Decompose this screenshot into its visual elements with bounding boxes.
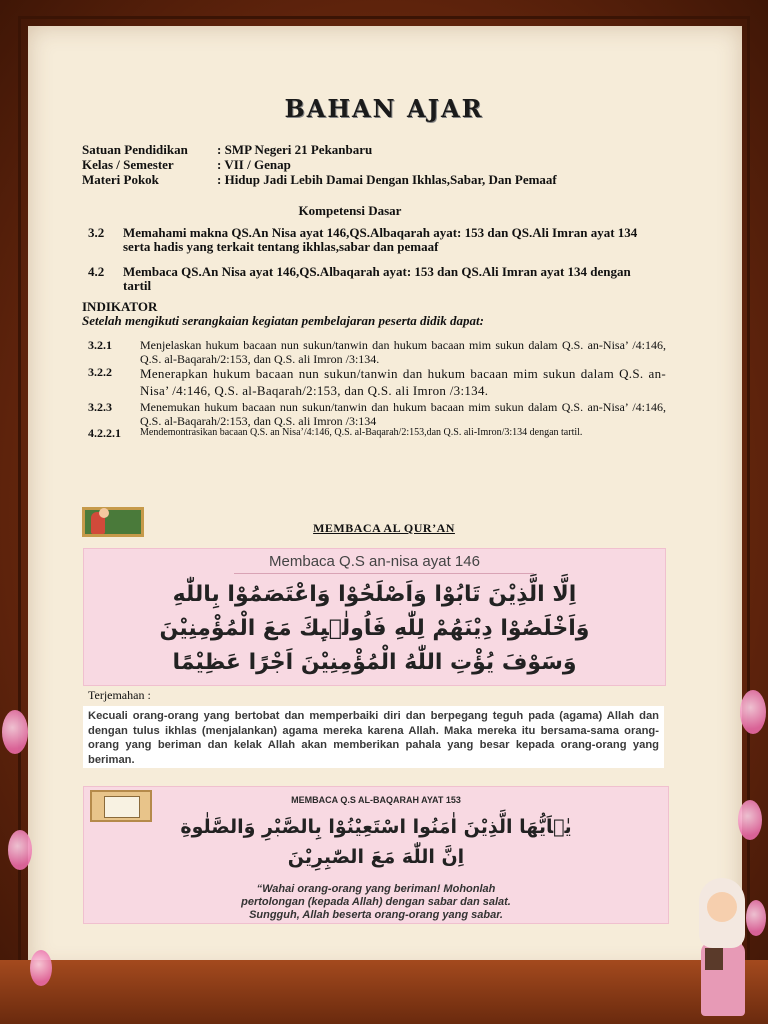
indikator-number: 3.2.1: [88, 338, 112, 352]
arabic-line: يٰۤاَيُّهَا الَّذِيْنَ اٰمَنُوا اسْتَعِيْنُوْا بِالصَّبْرِ وَالصَّلٰوةِ: [180, 816, 572, 838]
indikator-item: [88, 365, 666, 399]
meta-value: : SMP Negeri 21 Pekanbaru: [217, 142, 373, 157]
indikator-number: 3.2.3: [88, 400, 112, 414]
meta-row: [82, 157, 557, 172]
indikator-number: 4.2.2.1: [88, 426, 121, 440]
meta-row: [82, 142, 557, 157]
kompetensi-item: [88, 226, 648, 254]
an-nisa-translation: Kecuali orang-orang yang bertobat dan memperbaiki diri dan berpegang teguh pada (agama) Allah dan dengan tulus ikhlas (menjalankan) agama mereka karena Allah. Maka mereka itu bersama-sama orang-orang yang beriman dan kelak Allah akan memberikan pahala yang besar kepada orang-orang yang beriman.: [83, 706, 664, 768]
kompetensi-text: Memahami makna QS.An Nisa ayat 146,QS.Albaqarah ayat: 153 dan QS.Ali Imran ayat 134 serta hadis yang terkait tentang ikhlas,sabar dan pemaaf: [123, 225, 638, 254]
meta-value: : Hidup Jadi Lebih Damai Dengan Ikhlas,Sabar, Dan Pemaaf: [217, 172, 557, 187]
arabic-line: اِلَّا الَّذِيْنَ تَابُوْا وَاَصْلَحُوْا وَاعْتَصَمُوْا بِاللّٰهِ: [172, 582, 577, 607]
kompetensi-heading: Kompetensi Dasar: [298, 203, 402, 218]
arabic-line: اِنَّ اللّٰهَ مَعَ الصّٰبِرِيْنَ: [287, 846, 465, 868]
girl-book: [705, 948, 723, 970]
terjemahan-label: Terjemahan :: [88, 688, 151, 702]
indikator-intro: Setelah mengikuti serangkaian kegiatan pembelajaran peserta didik dapat:: [82, 313, 484, 328]
translation-line: “Wahai orang-orang yang beriman! Mohonlah: [256, 883, 496, 895]
indikator-text: Menjelaskan hukum bacaan nun sukun/tanwin dan hukum bacaan mim sukun dalam Q.S. an-Nisa’ /4:146, Q.S. al-Baqarah/2:153, dan Q.S. ali Imron /3:134.: [140, 338, 666, 366]
meta-key: Materi Pokok: [82, 172, 159, 187]
bottom-band: [0, 960, 768, 1024]
translation-line: pertolongan (kepada Allah) dengan sabar dan salat.: [241, 896, 511, 908]
open-book: [104, 796, 140, 818]
flower-decoration: [738, 800, 762, 840]
meta-value: : VII / Genap: [217, 157, 291, 172]
student-head: [99, 508, 109, 518]
document-meta: [82, 142, 557, 187]
flower-decoration: [30, 950, 52, 986]
meta-row: [82, 172, 557, 187]
arabic-line: وَاَخْلَصُوْا دِيْنَهُمْ لِلّٰهِ فَاُولٰۤىِٕكَ مَعَ الْمُؤْمِنِيْنَ: [159, 616, 590, 641]
heading-underline: [234, 573, 534, 574]
hijab-girl-illustration: [695, 878, 755, 1018]
flower-decoration: [740, 690, 766, 734]
translation-line: Sungguh, Allah beserta orang-orang yang sabar.: [249, 909, 503, 921]
girl-face: [707, 892, 737, 922]
indikator-item: [88, 400, 666, 428]
kompetensi-text: Membaca QS.An Nisa ayat 146,QS.Albaqarah ayat: 153 dan QS.Ali Imran ayat 134 dengan tartil: [123, 264, 631, 293]
indikator-text: Mendemontrasikan bacaan Q.S. an Nisa’/4:146, Q.S. al-Baqarah/2:153,dan Q.S. ali-Imron/3:134 dengan tartil.: [140, 427, 583, 438]
indikator-title: INDIKATOR: [82, 299, 158, 314]
an-nisa-heading: Membaca Q.S an-nisa ayat 146: [269, 553, 480, 570]
kompetensi-number: 3.2: [88, 225, 105, 240]
section-title: MEMBACA AL QUR’AN: [313, 521, 455, 535]
indikator-text: Menerapkan hukum bacaan nun sukun/tanwin dan hukum bacaan mim sukun dalam Q.S. an-Nisa’ /4:146, Q.S. al-Baqarah/2:153, dan Q.S. ali Imron /3:134.: [140, 366, 666, 398]
kompetensi-item: [88, 265, 648, 293]
meta-key: Satuan Pendidikan: [82, 142, 188, 157]
arabic-line: وَسَوْفَ يُؤْتِ اللّٰهُ الْمُؤْمِنِيْنَ اَجْرًا عَظِيْمًا: [172, 650, 577, 675]
quran-book-icon: [90, 790, 152, 822]
indikator-text: Menemukan hukum bacaan nun sukun/tanwin dan hukum bacaan mim sukun dalam Q.S. an-Nisa’ /4:146, Q.S. al-Baqarah/2:153, dan Q.S. ali Imron /3:134: [140, 400, 666, 428]
flower-decoration: [2, 710, 28, 754]
indikator-number: 3.2.2: [88, 365, 112, 379]
al-baqarah-verse-image: [83, 786, 669, 924]
indikator-item: [88, 338, 666, 366]
meta-key: Kelas / Semester: [82, 157, 174, 172]
an-nisa-verse-image: [83, 548, 666, 686]
al-baqarah-heading: MEMBACA Q.S AL-BAQARAH AYAT 153: [291, 795, 461, 805]
kompetensi-number: 4.2: [88, 264, 105, 279]
indikator-item: [88, 426, 666, 440]
page-title: BAHAN AJAR: [284, 94, 484, 123]
flower-decoration: [8, 830, 32, 870]
